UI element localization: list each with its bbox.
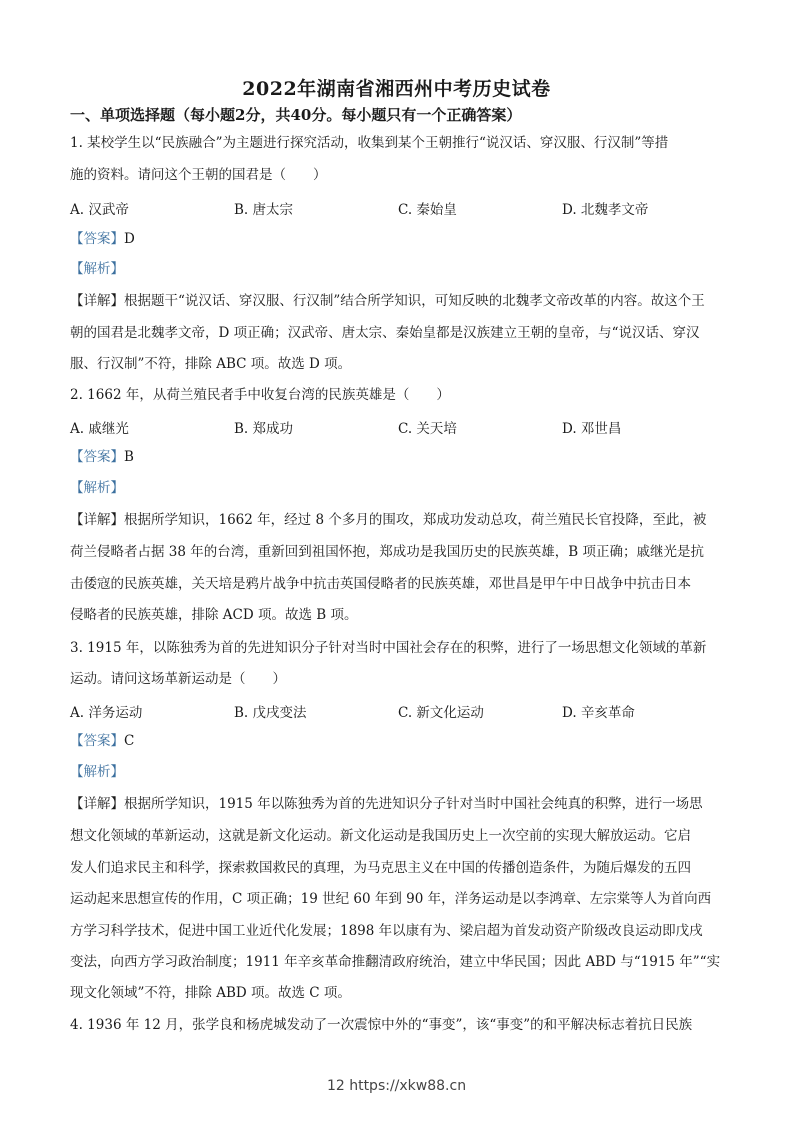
question-2-answer: [70, 448, 134, 466]
question-1-stem-line-2: 施的资料。请问这个王朝的国君是（ ）: [70, 167, 327, 183]
question-2-detail-line-4: 侵略者的民族英雄，排除 ACD 项。故选 B 项。: [70, 607, 358, 623]
answer-tag: 【答案】: [70, 733, 124, 749]
answer-value: C: [124, 733, 135, 749]
question-1-answer: [70, 230, 135, 248]
question-4-stem-line-1: 4. 1936 年 12 月，张学良和杨虎城发动了一次震惊中外的“事变”，该“事变”的和平解决标志着抗日民族: [70, 1017, 693, 1033]
question-2-stem-line-1: 2. 1662 年，从荷兰殖民者手中收复台湾的民族英雄是（ ）: [70, 387, 450, 403]
option-a: A. 洋务运动: [70, 705, 143, 721]
question-2-analysis-tag: [70, 479, 124, 497]
option-c: C. 新文化运动: [398, 705, 484, 721]
question-2-detail-line-3: 击倭寇的民族英雄，关天培是鸦片战争中抗击英国侵略者的民族英雄，邓世昌是甲午中日战争中抗击日本: [70, 576, 691, 592]
question-3-detail-line-3: 发人们追求民主和科学，探索救国救民的真理，为马克思主义在中国的传播创造条件，为随后爆发的五四: [70, 860, 691, 876]
answer-tag: 【答案】: [70, 231, 124, 247]
question-1-detail-line-3: 服、行汉制”不符，排除 ABC 项。故选 D 项。: [70, 356, 352, 372]
page-footer: 12 https://xkw88.cn: [326, 1078, 467, 1094]
question-2-detail-line-2: 荷兰侵略者占据 38 年的台湾，重新回到祖国怀抱，郑成功是我国历史的民族英雄，B 项正确；戚继光是抗: [70, 544, 704, 560]
option-d: D. 辛亥革命: [562, 705, 635, 721]
question-1-detail-line-2: 朝的国君是北魏孝文帝，D 项正确；汉武帝、唐太宗、秦始皇都是汉族建立王朝的皇帝，与“说汉话、穿汉: [70, 325, 700, 341]
analysis-tag: 【解析】: [70, 764, 124, 780]
question-1-stem-line-1: 1. 某校学生以“民族融合”为主题进行探究活动，收集到某个王朝推行“说汉话、穿汉服、行汉制”等措: [70, 135, 669, 151]
question-3-answer: [70, 732, 134, 750]
question-3-detail-line-2: 想文化领域的革新运动，这就是新文化运动。新文化运动是我国历史上一次空前的实现大解放运动。它启: [70, 828, 691, 844]
question-1-analysis-tag: [70, 260, 124, 278]
question-3-detail-line-6: 变法，向西方学习政治制度；1911 年辛亥革命推翻清政府统治，建立中华民国；因此 ABD 与“1915 年”“实: [70, 954, 721, 970]
answer-value: D: [124, 231, 135, 247]
analysis-tag: 【解析】: [70, 480, 124, 496]
option-b: B. 郑成功: [234, 421, 294, 437]
option-c: C. 秦始皇: [398, 202, 457, 218]
question-2-detail-line-1: 【详解】根据所学知识，1662 年，经过 8 个多月的围攻，郑成功发动总攻，荷兰殖民长官投降，至此，被: [70, 512, 707, 528]
question-2-options: [70, 417, 730, 435]
question-3-detail-line-5: 方学习科学技术，促进中国工业近代化发展；1898 年以康有为、梁启超为首发动资产阶级改良运动即戊戌: [70, 923, 703, 939]
question-3-options: [70, 701, 730, 719]
question-3-analysis-tag: [70, 763, 124, 781]
question-3-detail-line-4: 运动起来思想宣传的作用，C 项正确；19 世纪 60 年到 90 年，洋务运动是以李鸿章、左宗棠等人为首向西: [70, 891, 712, 907]
option-b: B. 戊戌变法: [234, 705, 307, 721]
document-title: 2022年湖南省湘西州中考历史试卷: [242, 78, 551, 100]
analysis-tag: 【解析】: [70, 261, 124, 277]
option-a: A. 汉武帝: [70, 202, 129, 218]
question-3-stem-line-1: 3. 1915 年，以陈独秀为首的先进知识分子针对当时中国社会存在的积弊，进行了一场思想文化领域的革新: [70, 640, 707, 656]
option-a: A. 戚继光: [70, 421, 129, 437]
answer-value: B: [124, 449, 134, 465]
question-1-options: [70, 198, 730, 216]
option-b: B. 唐太宗: [234, 202, 294, 218]
question-3-detail-line-1: 【详解】根据所学知识，1915 年以陈独秀为首的先进知识分子针对当时中国社会纯真的积弊，进行一场思: [70, 796, 703, 812]
option-d: D. 邓世昌: [562, 421, 622, 437]
answer-tag: 【答案】: [70, 449, 124, 465]
question-3-stem-line-2: 运动。请问这场革新运动是（ ）: [70, 671, 286, 687]
option-d: D. 北魏孝文帝: [562, 202, 649, 218]
section-heading: 一、单项选择题（每小题2分，共40分。每小题只有一个正确答案）: [70, 106, 522, 124]
question-1-detail-line-1: 【详解】根据题干“说汉话、穿汉服、行汉制”结合所学知识，可知反映的北魏孝文帝改革的内容。故这个王: [70, 293, 705, 309]
option-c: C. 关天培: [398, 421, 457, 437]
question-3-detail-line-7: 现文化领域”不符，排除 ABD 项。故选 C 项。: [70, 985, 351, 1001]
